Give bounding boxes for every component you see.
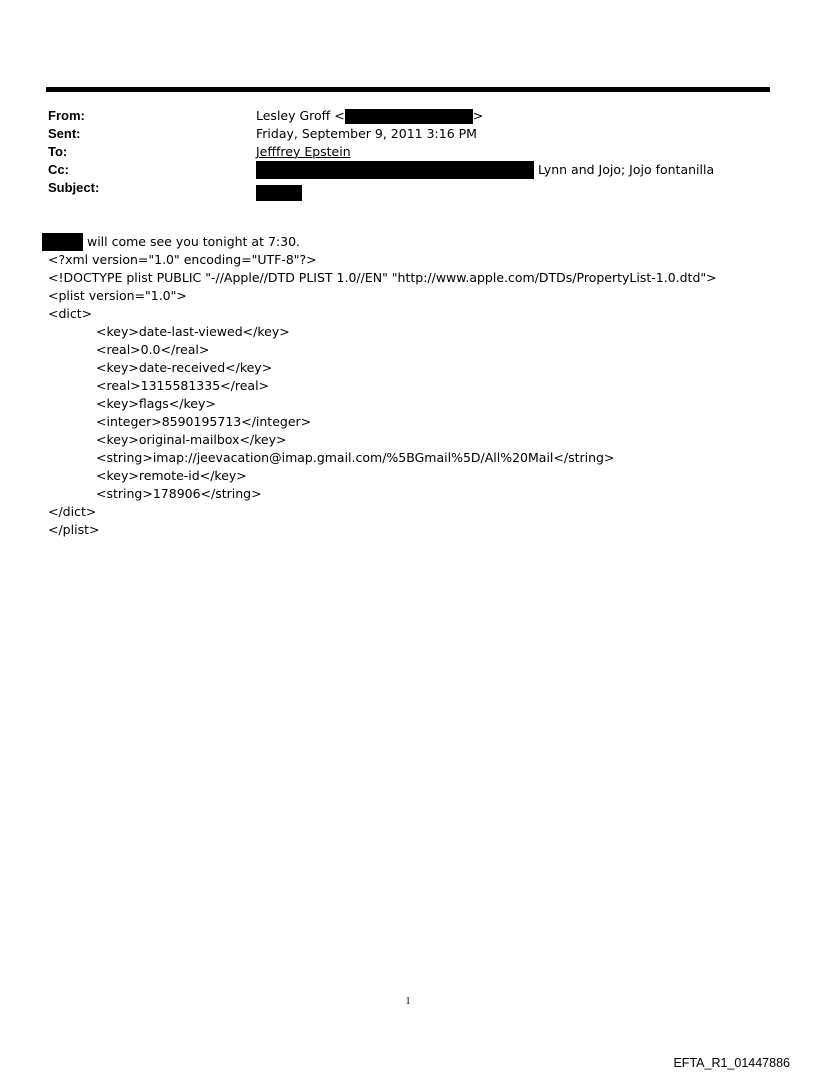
to-label: To: <box>48 144 68 159</box>
from-open-bracket: < <box>334 108 345 123</box>
xml-line: </dict> <box>48 504 97 519</box>
subject-row <box>48 179 768 197</box>
cc-value <box>256 161 714 179</box>
xml-dict-line: <string>178906</string> <box>96 486 262 501</box>
xml-line: <!DOCTYPE plist PUBLIC "-//Apple//DTD PLIST 1.0//EN" "http://www.apple.com/DTDs/PropertyList-1.0.dtd"> <box>48 270 717 285</box>
message-text: will come see you tonight at 7:30. <box>83 234 301 249</box>
xml-line: <dict> <box>48 306 93 321</box>
xml-dict-line: <key>remote-id</key> <box>96 468 247 483</box>
from-row <box>48 107 768 125</box>
from-name: Lesley Groff <box>256 108 331 123</box>
to-row <box>48 143 768 161</box>
bates-number: EFTA_R1_01447886 <box>673 1056 790 1070</box>
xml-line: <plist version="1.0"> <box>48 288 187 303</box>
page-number: 1 <box>405 996 411 1007</box>
xml-line: <?xml version="1.0" encoding="UTF-8"?> <box>48 252 317 267</box>
header-rule <box>46 87 770 92</box>
sent-row <box>48 125 768 143</box>
from-close-bracket: > <box>472 108 484 123</box>
redaction-block <box>256 161 534 179</box>
message-line <box>48 233 788 251</box>
to-value: Jefffrey Epstein <box>256 144 351 159</box>
redaction-block <box>42 233 83 251</box>
email-body <box>48 233 788 539</box>
xml-dict-line: <key>date-last-viewed</key> <box>96 324 290 339</box>
cc-row <box>48 161 768 179</box>
redaction-block <box>256 185 302 201</box>
xml-dict-line: <real>1315581335</real> <box>96 378 270 393</box>
xml-dict-line: <key>date-received</key> <box>96 360 273 375</box>
xml-line: </plist> <box>48 522 100 537</box>
subject-value <box>256 179 302 201</box>
xml-dict-line: <key>original-mailbox</key> <box>96 432 287 447</box>
cc-label: Cc: <box>48 162 69 177</box>
xml-dict-line: <string>imap://jeevacation@imap.gmail.com/%5BGmail%5D/All%20Mail</string> <box>96 450 615 465</box>
redaction-block <box>345 109 473 124</box>
subject-label: Subject: <box>48 180 100 195</box>
xml-dict-line: <real>0.0</real> <box>96 342 210 357</box>
email-header <box>48 107 768 197</box>
cc-recipients: Lynn and Jojo; Jojo fontanilla <box>538 162 715 177</box>
from-label: From: <box>48 108 85 123</box>
sent-value: Friday, September 9, 2011 3:16 PM <box>256 126 477 141</box>
sent-label: Sent: <box>48 126 81 141</box>
xml-dict-line: <key>flags</key> <box>96 396 216 411</box>
from-value <box>256 107 483 125</box>
xml-dict-line: <integer>8590195713</integer> <box>96 414 312 429</box>
